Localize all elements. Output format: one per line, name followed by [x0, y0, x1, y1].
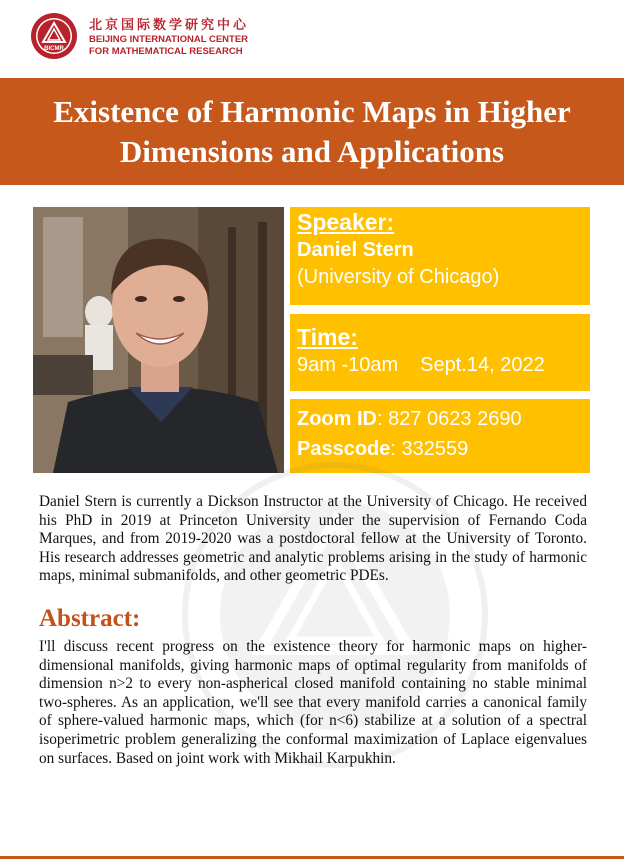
- passcode-value: : 332559: [390, 438, 469, 460]
- speaker-name: Daniel Stern: [297, 239, 414, 261]
- time-hours: 9am -10am: [297, 354, 399, 376]
- passcode-line: [297, 436, 583, 463]
- speaker-box: [290, 207, 590, 305]
- speaker-affiliation: (University of Chicago): [297, 266, 500, 288]
- footer-divider: [0, 856, 624, 859]
- time-line: [297, 352, 583, 379]
- abstract-text: I'll discuss recent progress on the existence theory for harmonic maps on higher-dimensional manifolds, giving harmonic maps of optimal regularity from manifolds of dimension n>2 to every non-aspherical closed manifold containing no stable minimal two-spheres. As an application, we'll see that every manifold carries a canonical family of sphere-valued harmonic maps, which (for n<6) stabilize at a solution of a spectral isoperimetric problem generalizing the conformal maximization of Laplace eigenvalues on surfaces. Based on joint work with Mikhail Karpukhin.: [39, 638, 587, 767]
- time-date: Sept.14, 2022: [420, 354, 545, 376]
- header: [0, 0, 624, 78]
- passcode-label: Passcode: [297, 438, 391, 460]
- abstract-heading: Abstract:: [39, 605, 141, 632]
- speaker-photo-image: [33, 207, 284, 473]
- title-line-2: Dimensions and Applications: [119, 134, 505, 169]
- title-line-1: Existence of Harmonic Maps in Higher: [53, 94, 571, 129]
- time-label: Time:: [297, 324, 358, 350]
- zoom-id-value: : 827 0623 2690: [377, 408, 522, 430]
- zoom-box: [290, 399, 590, 473]
- speaker-photo: [33, 207, 284, 473]
- zoom-id-label: Zoom ID: [297, 408, 377, 430]
- org-name-cn: 北京国际数学研究中心: [89, 18, 250, 33]
- speaker-label: Speaker:: [297, 209, 395, 235]
- speaker-bio: Daniel Stern is currently a Dickson Instructor at the University of Chicago. He received his PhD in 2019 at Princeton University under the supervision of Fernando Coda Marques, and from 2019-2020 was a postdoctoral fellow at the University of Toronto. His research addresses geometric and analytic problems arising in the study of harmonic maps, minimal submanifolds, and other geometric PDEs.: [39, 493, 587, 585]
- time-box: [290, 314, 590, 391]
- zoom-id-line: [297, 406, 583, 433]
- talk-title: [0, 92, 624, 172]
- org-name-en: BEIJING INTERNATIONAL CENTER FOR MATHEMATICAL RESEARCH: [89, 34, 249, 57]
- logo-text: BICMR: [44, 46, 64, 52]
- bicmr-logo-icon: [30, 12, 78, 60]
